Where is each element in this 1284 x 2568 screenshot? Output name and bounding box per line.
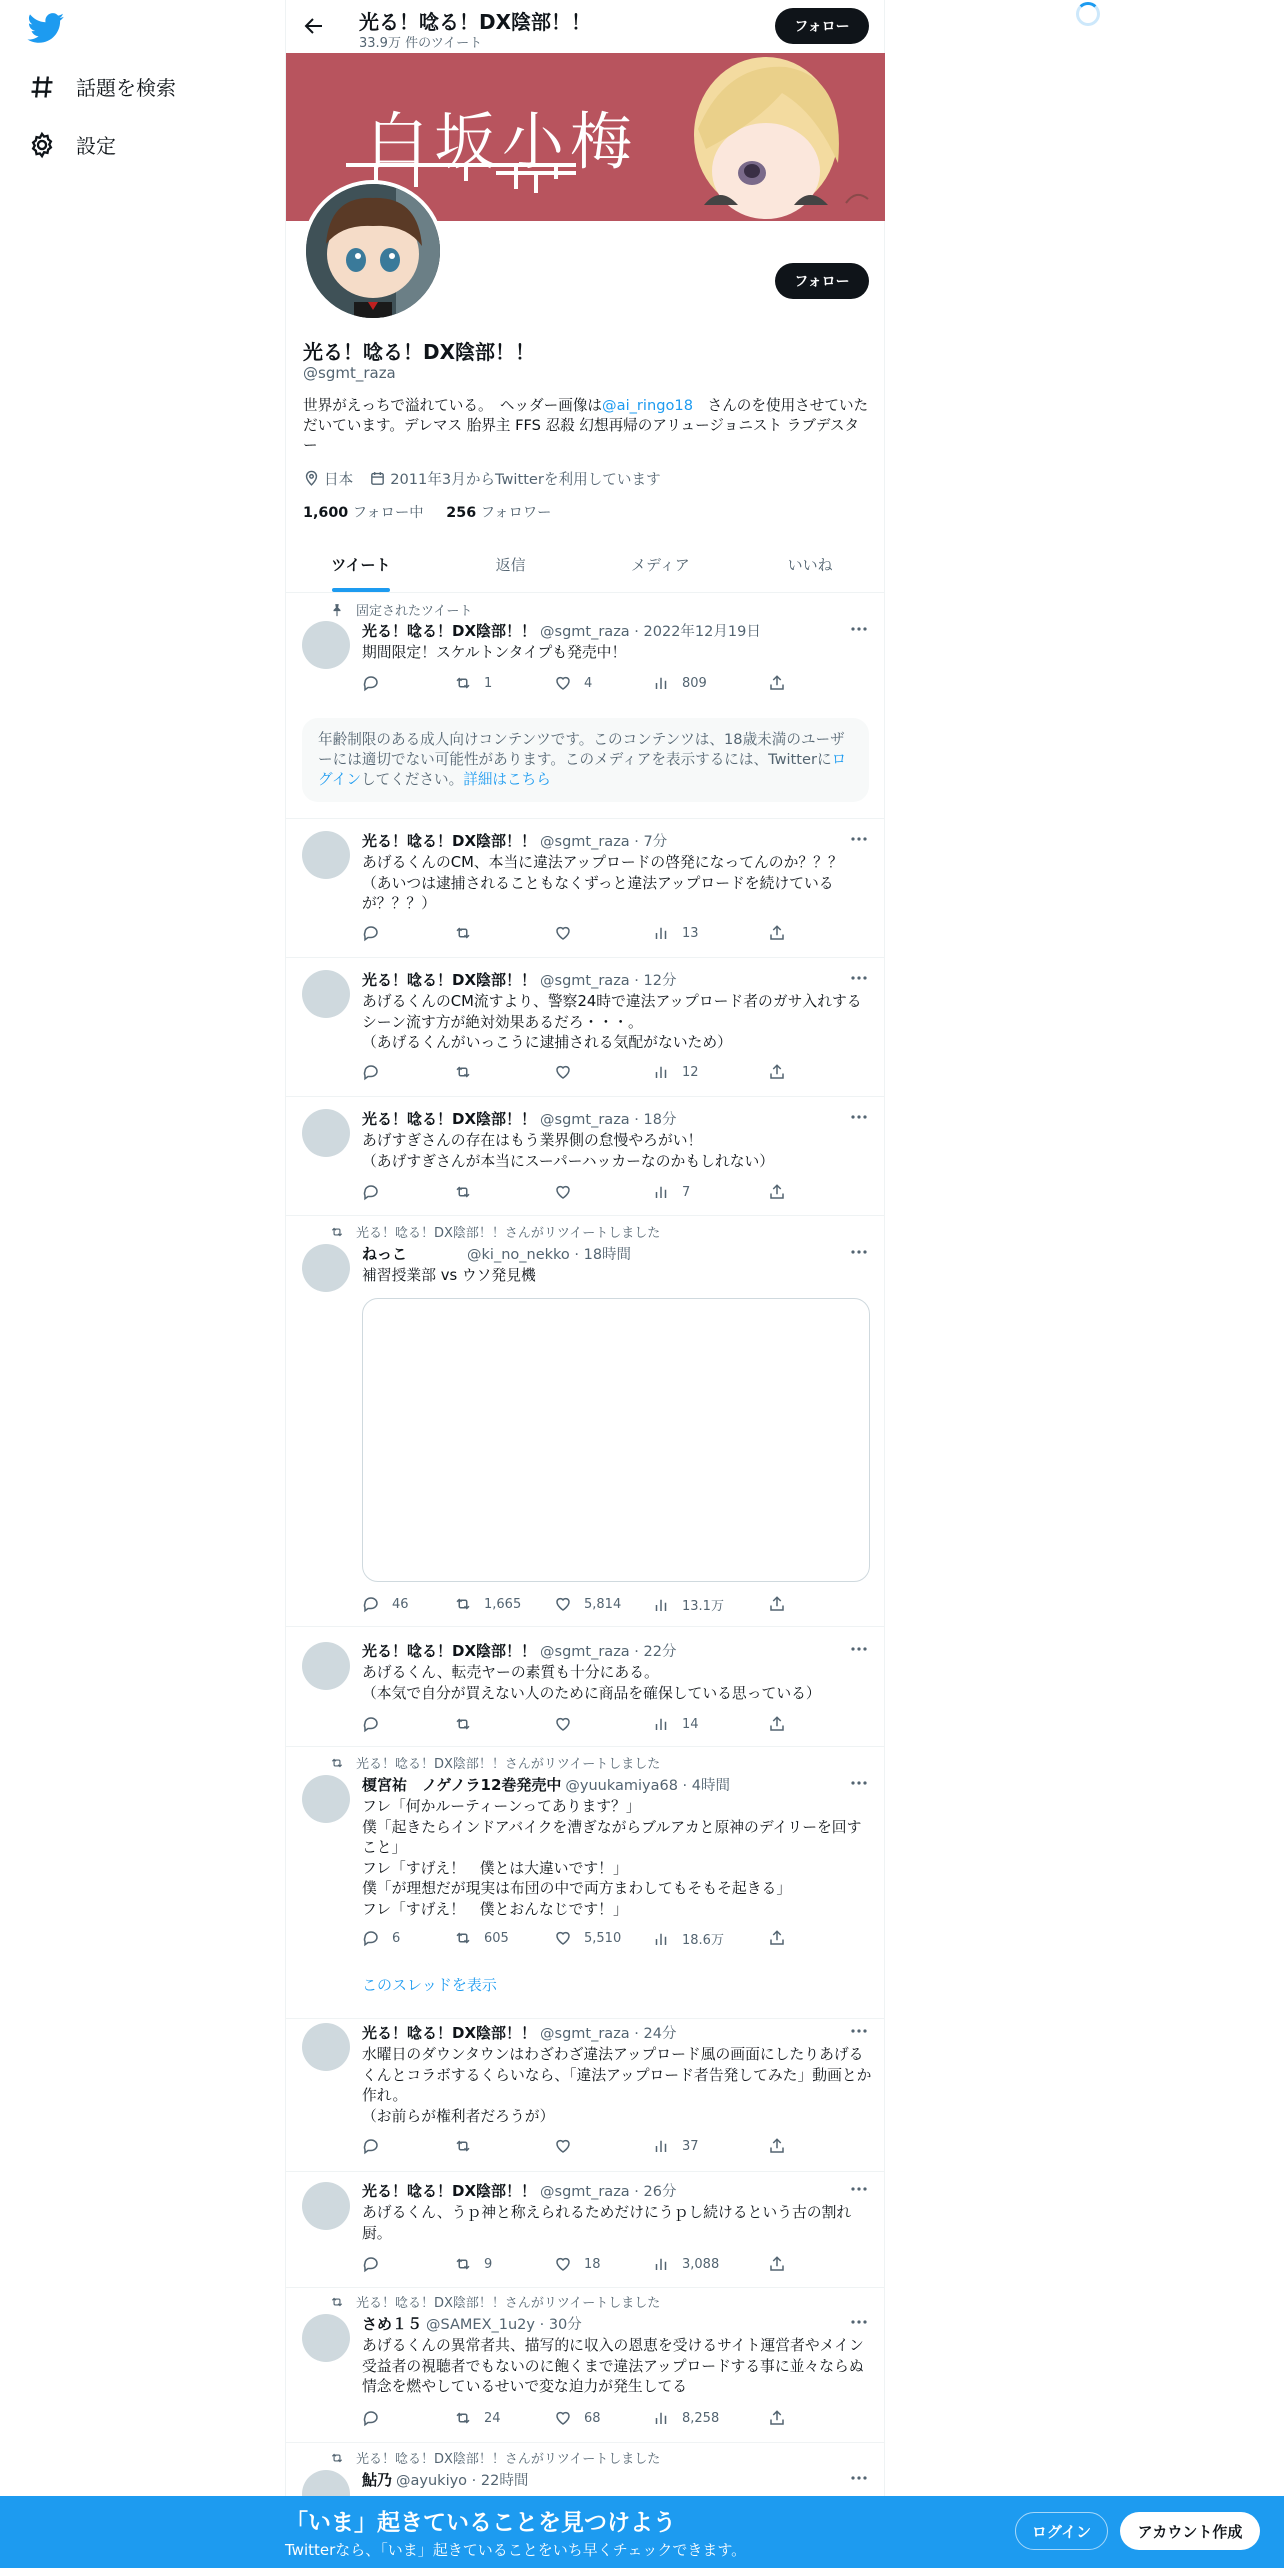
profile-tabs bbox=[286, 537, 885, 593]
like-button[interactable] bbox=[554, 1063, 584, 1081]
retweet-icon bbox=[454, 674, 472, 692]
views-count: 809 bbox=[682, 675, 707, 691]
tweet-text: あげるくん、うｐ神と称えられるためだけにうｐし続けるという古の割れ厨。 bbox=[362, 2204, 852, 2242]
retweet-icon bbox=[454, 1929, 472, 1947]
retweet-button[interactable] bbox=[454, 2409, 501, 2427]
retweet-icon bbox=[330, 1756, 344, 1770]
retweet-icon bbox=[454, 2255, 472, 2273]
views-icon bbox=[652, 2255, 670, 2273]
tweet-actions bbox=[362, 2409, 792, 2429]
tweet-retweeted[interactable] bbox=[286, 1747, 885, 2019]
following-link[interactable] bbox=[303, 505, 424, 521]
views-count: 3,088 bbox=[682, 2256, 720, 2272]
views-icon bbox=[652, 1715, 670, 1733]
reply-icon bbox=[362, 1595, 380, 1613]
profile-avatar[interactable] bbox=[302, 180, 444, 322]
more-icon[interactable] bbox=[849, 2312, 869, 2332]
profile-meta bbox=[303, 468, 661, 489]
retweet-button[interactable] bbox=[454, 1063, 484, 1081]
tweet[interactable] bbox=[286, 958, 885, 1097]
retweet-label: 光る！唸る！DX陰部！！さんがリツイートしました bbox=[356, 1226, 661, 1241]
like-count: 4 bbox=[584, 675, 593, 691]
like-count: 68 bbox=[584, 2410, 601, 2426]
views-button[interactable] bbox=[652, 1929, 724, 1948]
reply-button[interactable] bbox=[362, 2137, 392, 2155]
tweet-author-name[interactable]: 光る！唸る！DX陰部！！ bbox=[362, 971, 537, 989]
tweet-meta: @sgmt_raza · 26分 bbox=[540, 2184, 677, 2200]
like-icon bbox=[554, 2409, 572, 2427]
nav-explore-label: 話題を検索 bbox=[76, 76, 176, 100]
share-icon bbox=[768, 924, 786, 942]
nav-explore[interactable] bbox=[28, 72, 176, 101]
avatar[interactable] bbox=[302, 621, 350, 669]
tweet-header bbox=[362, 620, 761, 641]
reply-count: 46 bbox=[392, 1596, 409, 1612]
profile-stats bbox=[303, 502, 551, 522]
retweet-icon bbox=[330, 2295, 344, 2309]
views-count: 12 bbox=[682, 1064, 699, 1080]
share-button[interactable] bbox=[768, 924, 798, 942]
tweet-header bbox=[362, 1108, 676, 1129]
tweet-text: 期間限定！スケルトンタイプも発売中！ bbox=[362, 644, 627, 661]
like-icon bbox=[554, 2255, 572, 2273]
pin-icon bbox=[330, 603, 344, 617]
more-icon[interactable] bbox=[849, 2468, 869, 2488]
like-button[interactable] bbox=[554, 2137, 584, 2155]
warning-text: 年齢制限のある成人向けコンテンツです。このコンテンツは、18歳未満のユーザーには適切でない可能性があります。このメディアを表示するには、Twitterに bbox=[318, 731, 845, 768]
reply-button[interactable] bbox=[362, 1715, 392, 1733]
avatar[interactable] bbox=[302, 1109, 350, 1157]
retweet-context bbox=[330, 2448, 660, 2467]
avatar[interactable] bbox=[302, 1642, 350, 1690]
tweet-header bbox=[362, 969, 676, 990]
profile-bio bbox=[303, 396, 873, 456]
pinned-context bbox=[330, 600, 472, 619]
views-icon bbox=[652, 674, 670, 692]
header-title: 光る！唸る！DX陰部！！ bbox=[359, 10, 592, 34]
tweet-retweeted[interactable] bbox=[286, 2288, 885, 2443]
retweet-button[interactable] bbox=[454, 2255, 492, 2273]
views-button[interactable] bbox=[652, 2255, 719, 2273]
views-icon bbox=[652, 1596, 670, 1614]
like-button[interactable] bbox=[554, 1183, 584, 1201]
views-button[interactable] bbox=[652, 674, 707, 692]
retweet-button[interactable] bbox=[454, 924, 484, 942]
tweet-actions bbox=[362, 2137, 792, 2157]
like-icon bbox=[554, 924, 572, 942]
tweet-text: 補習授業部 vs ウソ発見機 bbox=[362, 1267, 536, 1284]
tweet-meta: @SAMEX_1u2y · 30分 bbox=[426, 2317, 582, 2333]
tweet[interactable] bbox=[286, 1097, 885, 1216]
reply-button[interactable] bbox=[362, 2255, 392, 2273]
tab-likes[interactable]: いいね bbox=[787, 556, 833, 574]
like-icon bbox=[554, 2137, 572, 2155]
tweet-meta: @sgmt_raza · 18分 bbox=[540, 1112, 677, 1128]
calendar-icon bbox=[369, 470, 386, 487]
reply-icon bbox=[362, 2137, 380, 2155]
tweet-text: あげすぎさんの存在はもう業界側の怠慢やろがい！ （あげすぎさんが本当にスーパーハッカーなのかもしれない） bbox=[362, 1132, 775, 1170]
views-count: 18.6万 bbox=[682, 1933, 724, 1948]
retweet-icon bbox=[454, 1063, 472, 1081]
share-button[interactable] bbox=[768, 1183, 798, 1201]
views-count: 37 bbox=[682, 2138, 699, 2154]
tweet-actions bbox=[362, 674, 792, 694]
tweet-meta: @ayukiyo · 22時間 bbox=[396, 2473, 529, 2489]
tweet-text: あげるくんのCM、本当に違法アップロードの啓発になってんのか？？？ （あいつは逮捕されることもなくずっと違法アップロードを続けているが？？？） bbox=[362, 854, 843, 912]
more-icon[interactable] bbox=[849, 2021, 869, 2041]
following-count: 1,600 bbox=[303, 505, 349, 521]
avatar[interactable] bbox=[302, 2023, 350, 2071]
like-icon bbox=[554, 1063, 572, 1081]
signup-banner bbox=[0, 2496, 1284, 2568]
tweet-text: あげるくんのCM流すより、警察24時で違法アップロード者のガサ入れするシーン流す方が絶対効果あるだろ・・・。 （あげるくんがいっこうに逮捕される気配がないため） bbox=[362, 993, 862, 1051]
retweet-button[interactable] bbox=[454, 1595, 521, 1613]
like-count: 5,814 bbox=[584, 1596, 622, 1612]
share-icon bbox=[768, 1183, 786, 1201]
tab-replies[interactable]: 返信 bbox=[495, 556, 526, 574]
warning-text-end: してください。 bbox=[361, 771, 464, 788]
reply-icon bbox=[362, 924, 380, 942]
reply-icon bbox=[362, 2409, 380, 2427]
retweet-icon bbox=[454, 1183, 472, 1201]
more-icon[interactable] bbox=[849, 1107, 869, 1127]
more-icon[interactable] bbox=[849, 1242, 869, 1262]
gear-icon bbox=[28, 131, 56, 159]
more-icon[interactable] bbox=[849, 968, 869, 988]
more-icon[interactable] bbox=[849, 1639, 869, 1659]
share-icon bbox=[768, 1715, 786, 1733]
tweet-actions bbox=[362, 1715, 792, 1735]
tweet-header bbox=[362, 1774, 730, 1795]
share-icon bbox=[768, 1595, 786, 1613]
like-button[interactable] bbox=[554, 674, 592, 692]
profile-location: 日本 bbox=[324, 471, 354, 488]
like-button[interactable] bbox=[554, 2409, 601, 2427]
bio-text-start: 世界がえっちで溢れている。 ヘッダー画像は bbox=[303, 397, 603, 414]
views-count: 14 bbox=[682, 1716, 699, 1732]
tweet-author-name[interactable]: ねっこ bbox=[362, 1245, 408, 1263]
location-pin-icon bbox=[303, 470, 320, 487]
retweet-button[interactable] bbox=[454, 1929, 509, 1947]
login-button[interactable]: ログイン bbox=[1015, 2512, 1108, 2550]
nav-settings-label: 設定 bbox=[76, 134, 116, 158]
views-icon bbox=[652, 1063, 670, 1081]
retweet-button[interactable] bbox=[454, 2137, 484, 2155]
tweet-header bbox=[362, 1243, 631, 1264]
like-icon bbox=[554, 1715, 572, 1733]
share-button[interactable] bbox=[768, 2409, 798, 2427]
retweet-count: 1 bbox=[484, 675, 493, 691]
tweet-actions bbox=[362, 1183, 792, 1203]
retweet-icon bbox=[330, 2451, 344, 2465]
tweet[interactable] bbox=[286, 819, 885, 958]
share-icon bbox=[768, 674, 786, 692]
retweet-icon bbox=[454, 2409, 472, 2427]
signup-button[interactable]: アカウント作成 bbox=[1120, 2512, 1260, 2550]
tweet-header bbox=[362, 1640, 676, 1661]
twitter-bird-icon[interactable] bbox=[27, 13, 65, 44]
share-button[interactable] bbox=[768, 1595, 798, 1613]
tweet-meta: @sgmt_raza · 2022年12月19日 bbox=[540, 624, 761, 640]
signup-banner-subtitle: Twitterなら、「いま」起きていることをいち早くチェックできます。 bbox=[285, 2541, 747, 2559]
retweet-icon bbox=[454, 1715, 472, 1733]
views-button[interactable] bbox=[652, 1595, 724, 1614]
tweet-meta: @sgmt_raza · 12分 bbox=[540, 973, 677, 989]
followers-link[interactable] bbox=[446, 505, 551, 521]
retweet-count: 1,665 bbox=[484, 1596, 522, 1612]
tweet-author-name[interactable]: 光る！唸る！DX陰部！！ bbox=[362, 1110, 537, 1128]
share-icon bbox=[768, 1929, 786, 1947]
reply-button[interactable] bbox=[362, 674, 392, 692]
tweet-meta: @ki_no_nekko · 18時間 bbox=[467, 1247, 632, 1263]
like-count: 18 bbox=[584, 2256, 601, 2272]
hashtag-icon bbox=[28, 73, 56, 101]
reply-button[interactable] bbox=[362, 1183, 392, 1201]
warning-login-link[interactable]: ログイン bbox=[318, 751, 847, 788]
retweet-button[interactable] bbox=[454, 674, 492, 692]
tweet-header bbox=[362, 2022, 676, 2043]
tweet-actions bbox=[362, 1929, 792, 1949]
share-icon bbox=[768, 1063, 786, 1081]
reply-icon bbox=[362, 1929, 380, 1947]
back-arrow-icon[interactable] bbox=[302, 14, 326, 38]
tweet-meta: @sgmt_raza · 24分 bbox=[540, 2026, 677, 2042]
retweet-count: 605 bbox=[484, 1930, 509, 1946]
share-button[interactable] bbox=[768, 674, 798, 692]
reply-button[interactable] bbox=[362, 2409, 392, 2427]
share-icon bbox=[768, 2137, 786, 2155]
followers-count: 256 bbox=[446, 505, 477, 521]
tweet-header bbox=[362, 2313, 582, 2334]
loading-spinner-icon bbox=[1076, 2, 1100, 26]
avatar[interactable] bbox=[302, 2314, 350, 2362]
reply-button[interactable] bbox=[362, 1595, 409, 1613]
views-icon bbox=[652, 1930, 670, 1948]
views-icon bbox=[652, 2137, 670, 2155]
reply-icon bbox=[362, 1715, 380, 1733]
tweet-actions bbox=[362, 924, 792, 944]
tweet-text: フレ「何かルーティーンってあります？」 僕「起きたらインドアバイクを漕ぎながらブルアカと原神のデイリーを回すこと」 フレ「すげえ！ 僕とは大違いです！」 僕「が理想だが現実は布団の中で両方まわしてもそもそ起きる」 フレ「すげえ！ 僕とおんなじです！」 bbox=[362, 1798, 862, 1918]
tweet-text: あげるくんの異常者共、描写的に収入の恩恵を受けるサイト運営者やメイン受益者の視聴者でもないのに飽くまで違法アップロードする事に並々ならぬ情念を燃やしているせいで変な迫力が発生してる bbox=[362, 2337, 864, 2395]
reply-icon bbox=[362, 674, 380, 692]
tweet-author-name[interactable]: さめ１５ bbox=[362, 2315, 423, 2333]
retweet-icon bbox=[454, 924, 472, 942]
more-icon[interactable] bbox=[849, 829, 869, 849]
like-button[interactable] bbox=[554, 2255, 601, 2273]
retweet-label: 光る！唸る！DX陰部！！さんがリツイートしました bbox=[356, 2296, 661, 2311]
tweet-retweeted[interactable] bbox=[286, 1216, 885, 1627]
retweet-label: 光る！唸る！DX陰部！！さんがリツイートしました bbox=[356, 1757, 661, 1772]
profile-name: 光る！唸る！DX陰部！！ bbox=[303, 340, 536, 364]
avatar-figure-image bbox=[306, 184, 440, 318]
views-icon bbox=[652, 2409, 670, 2427]
like-button[interactable] bbox=[554, 1715, 584, 1733]
tweet-actions bbox=[362, 1063, 792, 1083]
reply-button[interactable] bbox=[362, 1929, 400, 1947]
more-icon[interactable] bbox=[849, 619, 869, 639]
like-icon bbox=[554, 1183, 572, 1201]
like-count: 5,510 bbox=[584, 1930, 622, 1946]
views-count: 8,258 bbox=[682, 2410, 720, 2426]
share-icon bbox=[768, 2409, 786, 2427]
tweet-actions bbox=[362, 1595, 792, 1615]
like-icon bbox=[554, 1595, 572, 1613]
retweet-context bbox=[330, 1222, 660, 1241]
views-button[interactable] bbox=[652, 1063, 699, 1081]
views-button[interactable] bbox=[652, 1715, 699, 1733]
retweet-icon bbox=[330, 1225, 344, 1239]
like-icon bbox=[554, 674, 572, 692]
like-button[interactable] bbox=[554, 1929, 621, 1947]
share-icon bbox=[768, 2255, 786, 2273]
reply-icon bbox=[362, 1183, 380, 1201]
tweet-author-name[interactable]: 榎宮祐 ノゲノラ12巻発売中 bbox=[362, 1776, 562, 1794]
tweet[interactable] bbox=[286, 2019, 885, 2172]
show-thread-link[interactable]: このスレッドを表示 bbox=[362, 1976, 497, 1994]
share-button[interactable] bbox=[768, 2255, 798, 2273]
avatar[interactable] bbox=[302, 1244, 350, 1292]
reply-button[interactable] bbox=[362, 1063, 392, 1081]
profile-follow-button[interactable]: フォロー bbox=[775, 263, 869, 299]
pinned-label: 固定されたツイート bbox=[356, 604, 473, 619]
avatar[interactable] bbox=[302, 831, 350, 879]
views-count: 13.1万 bbox=[682, 1599, 724, 1614]
banner-title-text: 白坂小梅 bbox=[366, 105, 639, 178]
reply-button[interactable] bbox=[362, 924, 392, 942]
tweet-header bbox=[362, 2469, 528, 2490]
like-icon bbox=[554, 1929, 572, 1947]
tweet-text: 水曜日のダウンタウンはわざわざ違法アップロード風の画面にしたりあげるくんとコラボするくらいなら、「違法アップロード者告発してみた」動画とか作れ。 （お前らが権利者だろうが） bbox=[362, 2046, 872, 2125]
share-button[interactable] bbox=[768, 1063, 798, 1081]
views-count: 7 bbox=[682, 1184, 691, 1200]
like-button[interactable] bbox=[554, 1595, 621, 1613]
retweet-icon bbox=[454, 2137, 472, 2155]
reply-icon bbox=[362, 2255, 380, 2273]
avatar[interactable] bbox=[302, 1775, 350, 1823]
like-button[interactable] bbox=[554, 924, 584, 942]
bio-text-end: さんのを使用させていただいています。デレマス 胎界主 FFS 忍殺 幻想再帰のアリュージョニスト ラブデスター bbox=[303, 397, 869, 454]
views-button[interactable] bbox=[652, 2137, 699, 2155]
tweet-author-name[interactable]: 光る！唸る！DX陰部！！ bbox=[362, 622, 537, 640]
avatar[interactable] bbox=[302, 2182, 350, 2230]
avatar[interactable] bbox=[302, 970, 350, 1018]
sensitive-content-warning bbox=[302, 718, 869, 802]
following-label: フォロー中 bbox=[352, 505, 424, 521]
tweet-author-name[interactable]: 光る！唸る！DX陰部！！ bbox=[362, 2182, 537, 2200]
tweet-meta: @yuukamiya68 · 4時間 bbox=[565, 1778, 731, 1794]
tweet-media[interactable] bbox=[362, 1298, 870, 1582]
tweet-author-name[interactable]: 光る！唸る！DX陰部！！ bbox=[362, 832, 537, 850]
main-column bbox=[285, 0, 885, 2568]
tweet-header bbox=[362, 830, 667, 851]
tweet-meta: @sgmt_raza · 22分 bbox=[540, 1644, 677, 1660]
tweet-header bbox=[362, 2180, 676, 2201]
reply-icon bbox=[362, 1063, 380, 1081]
tweet-pinned[interactable] bbox=[286, 593, 885, 819]
retweet-count: 9 bbox=[484, 2256, 493, 2272]
header-follow-button[interactable]: フォロー bbox=[775, 8, 869, 44]
more-icon[interactable] bbox=[849, 2179, 869, 2199]
views-count: 13 bbox=[682, 925, 699, 941]
views-button[interactable] bbox=[652, 924, 699, 942]
retweet-count: 24 bbox=[484, 2410, 501, 2426]
tweet-author-name[interactable]: 光る！唸る！DX陰部！！ bbox=[362, 1642, 537, 1660]
header-tweet-count: 33.9万 件のツイート bbox=[359, 36, 483, 51]
retweet-context bbox=[330, 2292, 660, 2311]
views-button[interactable] bbox=[652, 1183, 690, 1201]
profile-joined: 2011年3月からTwitterを利用しています bbox=[390, 471, 661, 488]
tweet-author-name[interactable]: 光る！唸る！DX陰部！！ bbox=[362, 2024, 537, 2042]
tweet[interactable] bbox=[286, 1627, 885, 1747]
bio-mention-link[interactable]: @ai_ringo18 bbox=[602, 397, 693, 414]
tweet[interactable] bbox=[286, 2172, 885, 2288]
reply-count: 6 bbox=[392, 1930, 401, 1946]
tweet-meta: @sgmt_raza · 7分 bbox=[540, 834, 668, 850]
views-icon bbox=[652, 924, 670, 942]
tab-media[interactable]: メディア bbox=[630, 556, 690, 574]
more-icon[interactable] bbox=[849, 1773, 869, 1793]
tweet-author-name[interactable]: 鮎乃 bbox=[362, 2471, 393, 2489]
followers-label: フォロワー bbox=[480, 505, 552, 521]
warning-learn-more-link[interactable]: 詳細はこちら bbox=[463, 771, 551, 788]
tweet-actions bbox=[362, 2255, 792, 2275]
views-button[interactable] bbox=[652, 2409, 719, 2427]
profile-handle: @sgmt_raza bbox=[303, 364, 396, 382]
share-button[interactable] bbox=[768, 2137, 798, 2155]
share-button[interactable] bbox=[768, 1929, 798, 1947]
retweet-button[interactable] bbox=[454, 1715, 484, 1733]
signup-banner-title: 「いま」起きていることを見つけよう bbox=[285, 2510, 676, 2536]
retweet-context bbox=[330, 1753, 660, 1772]
retweet-icon bbox=[454, 1595, 472, 1613]
tab-tweets[interactable]: ツイート bbox=[286, 537, 436, 592]
views-icon bbox=[652, 1183, 670, 1201]
nav-settings[interactable] bbox=[28, 130, 116, 159]
retweet-label: 光る！唸る！DX陰部！！さんがリツイートしました bbox=[356, 2452, 661, 2467]
share-button[interactable] bbox=[768, 1715, 798, 1733]
tweet-text: あげるくん、転売ヤーの素質も十分にある。 （本気で自分が買えない人のために商品を確保している思っている） bbox=[362, 1664, 821, 1702]
retweet-button[interactable] bbox=[454, 1183, 484, 1201]
